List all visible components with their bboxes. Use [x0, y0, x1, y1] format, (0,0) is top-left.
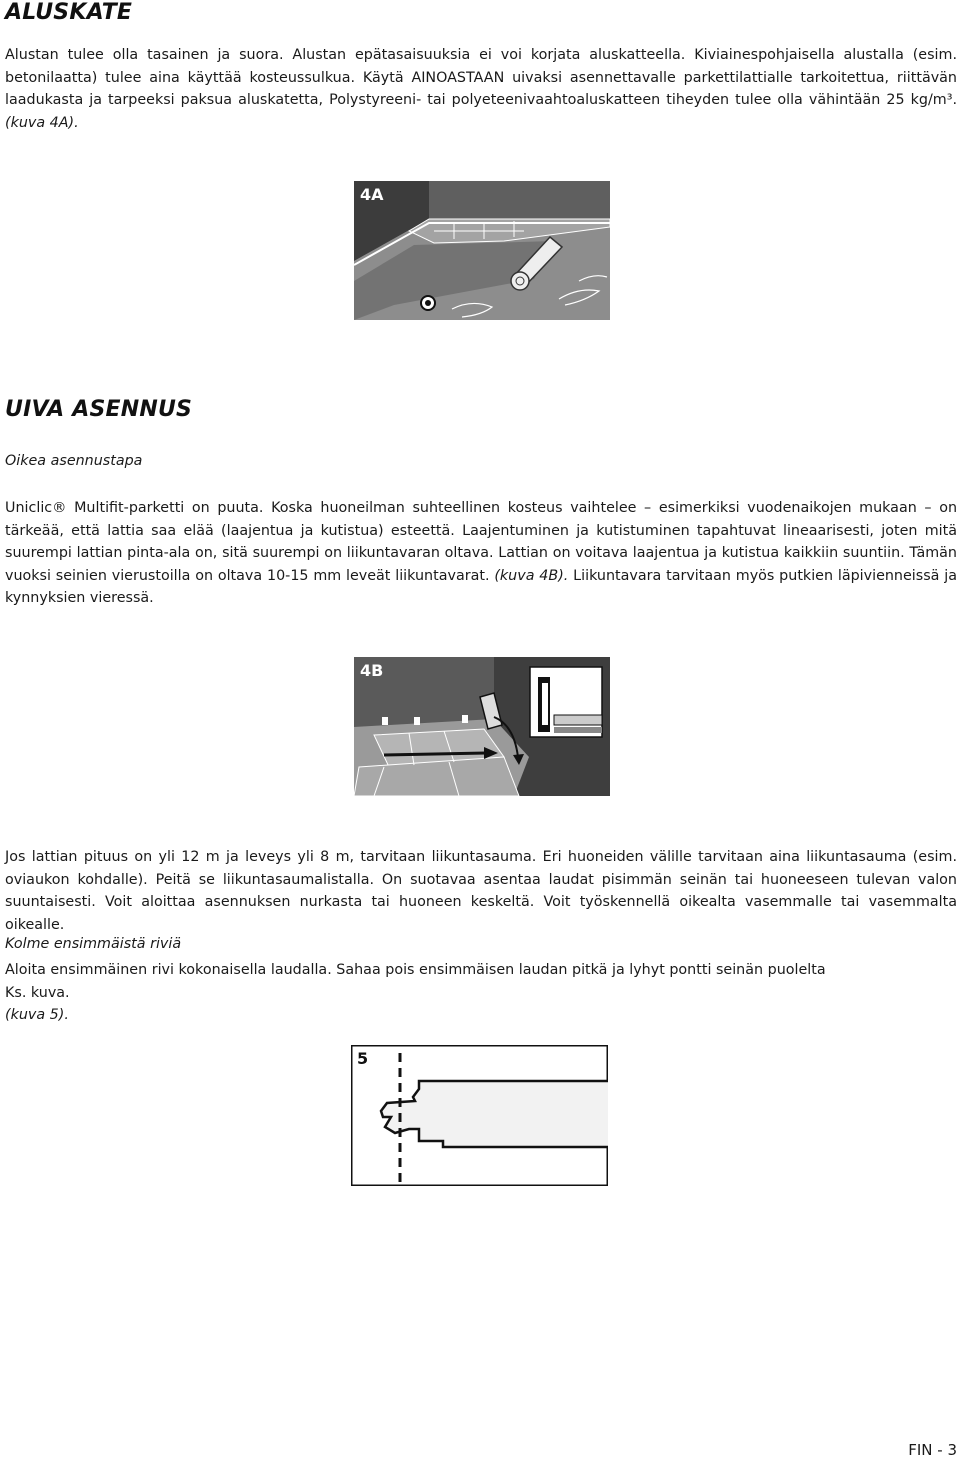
first-rows-line-2: Ks. kuva. — [5, 985, 70, 1001]
figure-4a — [354, 181, 610, 320]
first-rows-line-1: Aloita ensimmäinen rivi kokonaisella laudalla. Sahaa pois ensimmäisen laudan pitkä ja lyhyt pontti seinän puolelta — [5, 962, 826, 978]
subheading-kolme-ensimmaista-rivia: Kolme ensimmäistä riviä — [5, 936, 182, 952]
underlay-illustration — [354, 181, 610, 320]
figure-label-4b: 4B — [360, 661, 384, 680]
expansion-gap-illustration — [354, 657, 610, 796]
figure-reference-4a: (kuva 4A). — [5, 114, 79, 131]
figure-label-5: 5 — [357, 1049, 369, 1068]
figure-5 — [351, 1045, 608, 1186]
section-title-uiva-asennus: UIVA ASENNUS — [5, 397, 193, 422]
uiva-asennus-text-b: Liikuntavara tarvitaan myös putkien läpivienneissä ja kynnyksien vieressä. — [5, 567, 957, 606]
subheading-oikea-asennustapa: Oikea asennustapa — [5, 453, 143, 469]
liikuntasauma-paragraph: Jos lattian pituus on yli 12 m ja leveys yli 8 m, tarvitaan liikuntasauma. Eri huoneiden välille tarvitaan aina liikuntasauma (esim. oviaukon kohdalle). Peitä se liikuntasaumalistalla. On suotavaa asentaa laudat pisimmän seinän tai huoneeseen tulevan valon suuntaisesti. Voit aloittaa asennuksen nurkasta tai huoneen keskeltä. Voit työskennellä oikealta vasemmalle tai vasemmalta oikealle. — [5, 849, 957, 933]
page-number: FIN - 3 — [908, 1441, 957, 1459]
section-title-aluskate: ALUSKATE — [5, 0, 133, 25]
uiva-asennus-paragraph — [5, 497, 957, 610]
figure-label-4a: 4A — [360, 185, 384, 204]
figure-reference-5: (kuva 5). — [5, 1007, 69, 1023]
aluskate-paragraph — [5, 44, 957, 134]
figure-4b — [354, 657, 610, 796]
aluskate-text: Alustan tulee olla tasainen ja suora. Alustan epätasaisuuksia ei voi korjata aluskatteella. Kiviainespohjaisella alustalla (esim. betonilaatta) tulee aina käyttää kosteussulkua. Käytä AINOASTAAN uivaksi asennettavalle parkettilattialle tarkoitettua, riittävän laadukasta ja tarpeeksi paksua aluskatetta, Polystyreeni- tai polyeteenivaahtoaluskatteen tiheyden tulee olla vähintään 25 kg/m³. — [5, 47, 957, 108]
board-profile-illustration — [351, 1045, 608, 1186]
uiva-asennus-text-a: Uniclic® Multifit-parketti on puuta. Koska huoneilman suhteellinen kosteus vaihtelee – esimerkiksi vuodenaikojen mukaan – on tärkeää, että lattia saa elää (laajentua ja kutistua) esteettä. Laajentuminen ja kutistuminen tapahtuvat lineaarisesti, joten mitä suurempi lattian pinta-ala on, sitä suurempi on liikuntavaran oltava. Lattian on voitava laajentua ja kutistua kaikkiin suuntiin. Tämän vuoksi seinien vierustoilla on oltava 10-15 mm leveät liikuntavarat. — [5, 500, 957, 584]
figure-reference-4b: (kuva 4B). — [494, 567, 569, 584]
